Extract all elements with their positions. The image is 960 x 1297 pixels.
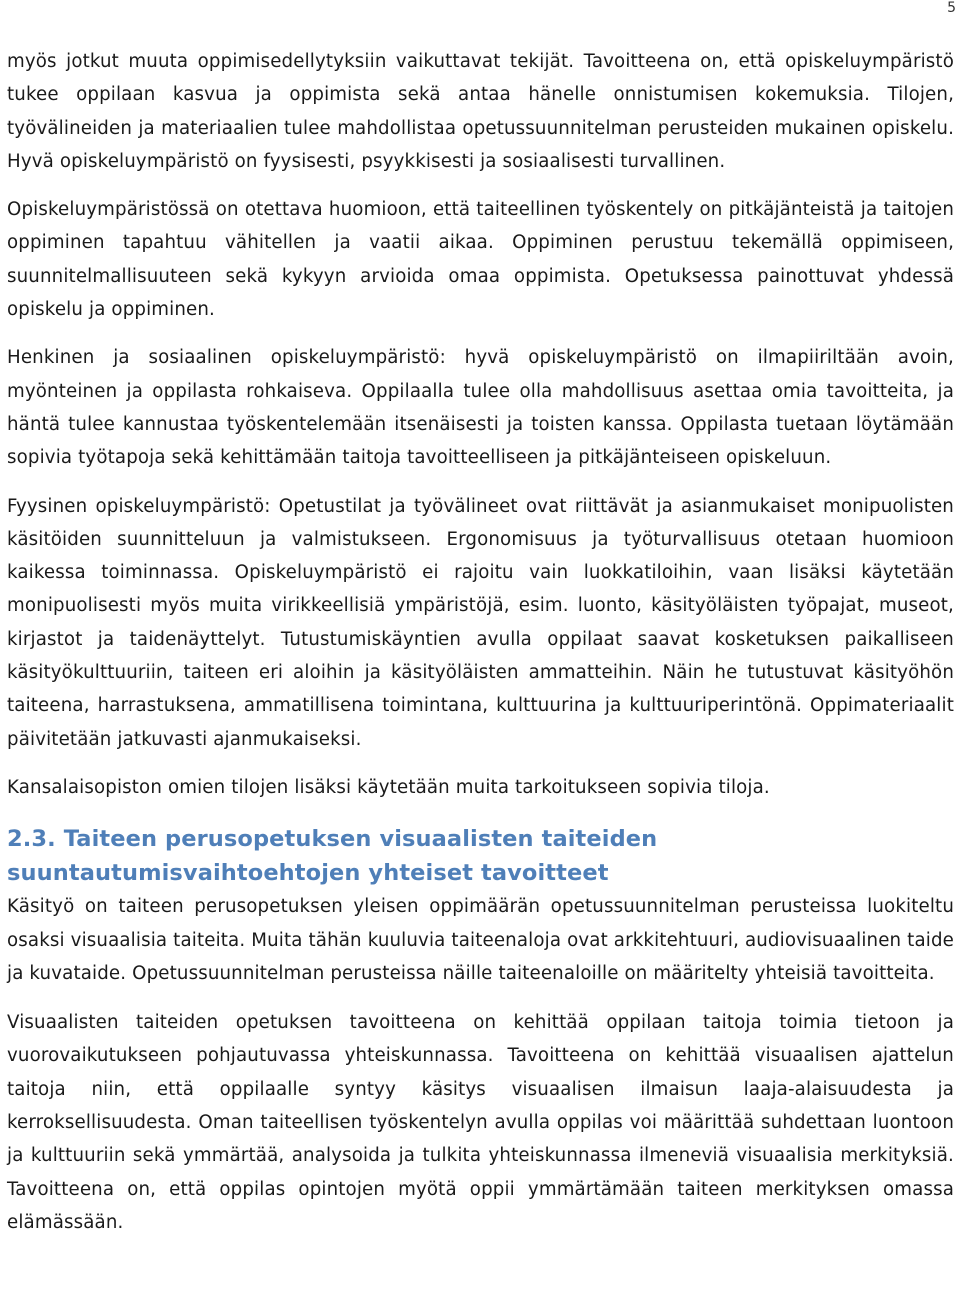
paragraph-learning-environment-intro: myös jotkut muuta oppimisedellytyksiin vaikuttavat tekijät. Tavoitteena on, että opiskeluympäristö tukee oppilaan kasvua ja oppimista sekä antaa hänelle onnistumisen kokemuksia. Tilojen, työvälineiden ja materiaalien tulee mahdollistaa opetussuunnitelman perusteiden mukainen opiskelu. Hyvä opiskeluympäristö on fyysisesti, psyykkisesti ja sosiaalisesti turvallinen. — [7, 51, 954, 172]
paragraph-physical-environment: Fyysinen opiskeluympäristö: Opetustilat ja työvälineet ovat riittävät ja asianmukaiset monipuolisten käsitöiden suunnitteluun ja valmistukseen. Ergonomisuus ja työturvallisuus otetaan huomioon kaikessa toiminnassa. Opiskeluympäristö ei rajoitu vain luokkatiloihin, vaan lisäksi käytetään monipuolisesti myös muita virikkeellisiä ympäristöjä, esim. luonto, käsityöläisten työpajat, museot, kirjastot ja taidenäyttelyt. Tutustumiskäyntien avulla oppilaat saavat kosketuksen paikalliseen käsityökulttuuriin, taiteen eri aloihin ja käsityöläisten ammatteihin. Näin he tutustuvat käsityöhön taiteena, harrastuksena, ammatillisena toimintana, kulttuurina ja kulttuuriperintönä. Oppimateriaalit päivitetään jatkuvasti ajanmukaiseksi. — [7, 495, 954, 750]
paragraph-other-facilities: Kansalaisopiston omien tilojen lisäksi käytetään muita tarkoitukseen sopivia tiloja. — [7, 776, 770, 798]
paragraph-mental-social-environment: Henkinen ja sosiaalinen opiskeluympäristö: hyvä opiskeluympäristö on ilmapiiriltään avoin, myönteinen ja oppilasta rohkaiseva. Oppilaalla tulee olla mahdollisuus asettaa omia tavoitteita, ja häntä tulee kannustaa työskentelemään itsenäisesti ja toisten kanssa. Oppilasta tuetaan löytämään sopivia työtapoja sekä kehittämään taitoja tavoitteelliseen ja pitkäjänteiseen opiskeluun. — [7, 347, 954, 469]
document-body — [7, 45, 954, 1239]
page-number: 5 — [947, 0, 956, 16]
paragraph-visual-arts-goals: Visuaalisten taiteiden opetuksen tavoitteena on kehittää oppilaan taitoja toimia tietoon ja vuorovaikutukseen pohjautuvassa yhteiskunnassa. Tavoitteena on kehittää visuaalisen ajattelun taitoja niin, että oppilaalle syntyy käsitys visuaalisen ilmaisun laaja-alaisuudesta ja kerroksellisuudesta. Oman taiteellisen työskentelyn avulla oppilas voi määrittää suhdettaan luontoon ja kulttuuriin sekä ymmärtää, analysoida ja tulkita yhteiskunnassa ilmeneviä visuaalisia merkityksiä. Tavoitteena on, että oppilas opintojen myötä oppii ymmärtämään taiteen merkityksen omassa elämässään. — [7, 1012, 954, 1233]
section-heading: 2.3. Taiteen perusopetuksen visuaalisten taiteiden suuntautumisvaihtoehtojen yhteiset tavoitteet — [7, 826, 658, 887]
paragraph-study-environment: Opiskeluympäristössä on otettava huomioon, että taiteellinen työskentely on pitkäjänteistä ja taitojen oppiminen tapahtuu vähitellen ja vaatii aikaa. Oppiminen perustuu tekemällä oppimiseen, suunnitelmallisuuteen sekä kykyyn arvioida omaa oppimista. Opetuksessa painottuvat yhdessä opiskelu ja oppiminen. — [7, 199, 954, 321]
paragraph-visual-arts-classification: Käsityö on taiteen perusopetuksen yleisen oppimäärän opetussuunnitelman perusteissa luokiteltu osaksi visuaalisia taiteita. Muita tähän kuuluvia taiteenaloja ovat arkkitehtuuri, audiovisuaalinen taide ja kuvataide. Opetussuunnitelman perusteissa näille taiteenaloille on määritelty yhteisiä tavoitteita. — [7, 896, 954, 984]
